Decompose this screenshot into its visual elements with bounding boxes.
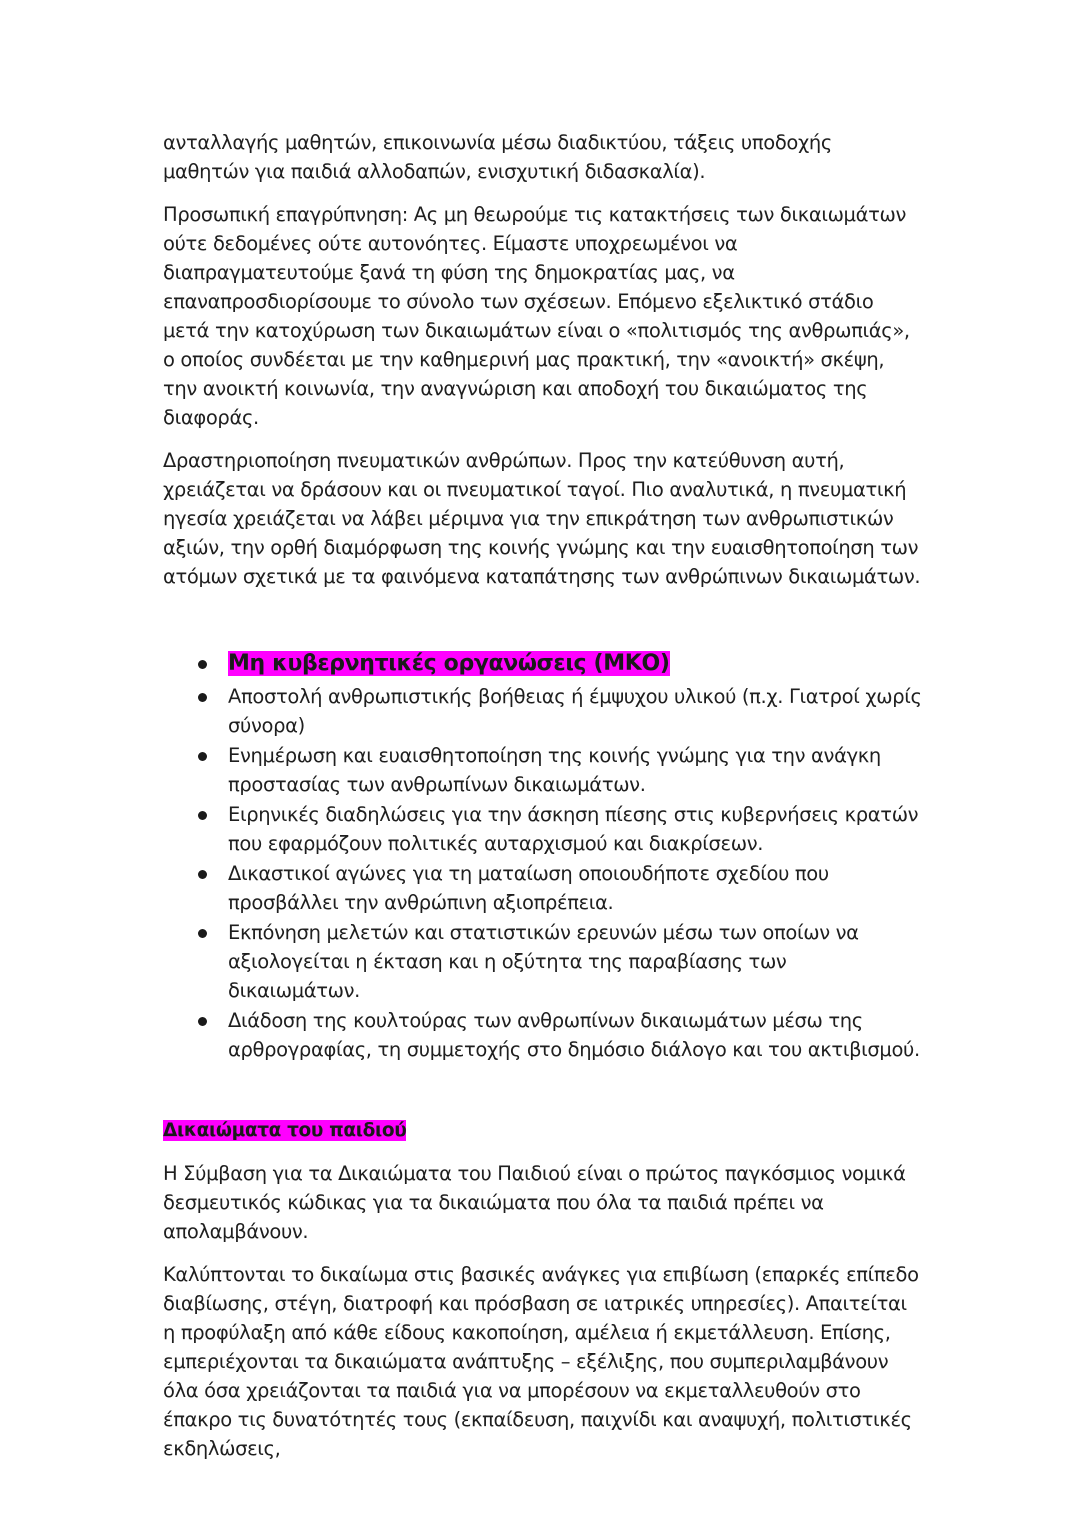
list-item <box>163 859 923 917</box>
list-item-text: Ενημέρωση και ευαισθητοποίηση της κοινής γνώμης για την ανάγκη προστασίας των ανθρωπίνων δικαιωμάτων. <box>228 744 881 796</box>
list-item-text: Αποστολή ανθρωπιστικής βοήθειας ή έμψυχου υλικού (π.χ. Γιατροί χωρίς σύνορα) <box>228 685 922 737</box>
bullet-icon <box>198 693 207 702</box>
list-item-text: Ειρηνικές διαδηλώσεις για την άσκηση πίεσης στις κυβερνήσεις κρατών που εφαρμόζουν πολιτικές αυταρχισμού και διακρίσεων. <box>228 803 919 855</box>
list-item-text: Διάδοση της κουλτούρας των ανθρωπίνων δικαιωμάτων μέσω της αρθρογραφίας, τη συμμετοχής στο δημόσιο διάλογο και του ακτιβισμού. <box>228 1009 920 1061</box>
list-item-text: Δικαστικοί αγώνες για τη ματαίωση οποιουδήποτε σχεδίου που προσβάλλει την ανθρώπινη αξιοπρέπεια. <box>228 862 829 914</box>
paragraph-continuation: ανταλλαγής μαθητών, επικοινωνία μέσω διαδικτύου, τάξεις υποδοχής μαθητών για παιδιά αλλοδαπών, ενισχυτική διδασκαλία). <box>163 131 832 183</box>
bullet-icon <box>198 870 207 879</box>
list-item <box>163 682 923 740</box>
bullet-icon <box>198 811 207 820</box>
section-title <box>163 1116 923 1145</box>
bullet-icon <box>198 660 207 669</box>
list-item <box>163 918 923 1005</box>
list-item <box>163 741 923 799</box>
bullet-icon <box>198 1017 207 1026</box>
list-item <box>163 800 923 858</box>
list-item <box>163 647 923 681</box>
bullet-icon <box>198 752 207 761</box>
paragraph-convention: Η Σύμβαση για τα Δικαιώματα του Παιδιού είναι ο πρώτος παγκόσμιος νομικά δεσμευτικός κώδικας για τα δικαιώματα που όλα τα παιδιά πρέπει να απολαμβάνουν. <box>163 1162 906 1243</box>
child-rights-heading: Δικαιώματα του παιδιού <box>163 1120 407 1141</box>
paragraph-coverage: Καλύπτονται το δικαίωμα στις βασικές ανάγκες για επιβίωση (επαρκές επίπεδο διαβίωσης, στέγη, διατροφή και πρόσβαση σε ιατρικές υπηρεσίες). Απαιτείται η προφύλαξη από κάθε είδους κακοποίηση, αμέλεια ή εκμετάλλευση. Επίσης, εμπεριέχονται τα δικαιώματα ανάπτυξης – εξέλιξης, που συμπεριλαμβάνουν όλα όσα χρειάζονται τα παιδιά για να μπορέσουν να εκμεταλλευθούν στο έπακρο τις δυνατότητές τους (εκπαίδευση, παιχνίδι και αναψυχή, πολιτιστικές εκδηλώσεις, <box>163 1263 919 1460</box>
page-content <box>163 128 923 1477</box>
list-item-text: Εκπόνηση μελετών και στατιστικών ερευνών μέσω των οποίων να αξιολογείται η έκταση και η οξύτητα της παραβίασης των δικαιωμάτων. <box>228 921 859 1002</box>
paragraph-personal-vigilance: Προσωπική επαγρύπνηση: Ας μη θεωρούμε τις κατακτήσεις των δικαιωμάτων ούτε δεδομένες ούτε αυτονόητες. Είμαστε υποχρεωμένοι να διαπραγματευτούμε ξανά τη φύση της δημοκρατίας μας, να επαναπροσδιορίσουμε το σύνολο των σχέσεων. Επόμενο εξελικτικό στάδιο μετά την κατοχύρωση των δικαιωμάτων είναι ο «πολιτισμός της ανθρωπιάς», ο οποίος συνδέεται με την καθημερινή μας πρακτική, την «ανοικτή» σκέψη, την ανοικτή κοινωνία, την αναγνώριση και αποδοχή του δικαιώματος της διαφοράς. <box>163 203 910 429</box>
ngo-bullet-list <box>163 647 923 1064</box>
list-item <box>163 1006 923 1064</box>
ngo-heading: Μη κυβερνητικές οργανώσεις (ΜΚΟ) <box>228 651 670 676</box>
bullet-icon <box>198 929 207 938</box>
paragraph-intellectuals: Δραστηριοποίηση πνευματικών ανθρώπων. Προς την κατεύθυνση αυτή, χρειάζεται να δράσουν και οι πνευματικοί ταγοί. Πιο αναλυτικά, η πνευματική ηγεσία χρειάζεται να λάβει μέριμνα για την επικράτηση των ανθρωπιστικών αξιών, την ορθή διαμόρφωση της κοινής γνώμης και την ευαισθητοποίηση των ατόμων σχετικά με τα φαινόμενα καταπάτησης των ανθρώπινων δικαιωμάτων. <box>163 449 921 588</box>
